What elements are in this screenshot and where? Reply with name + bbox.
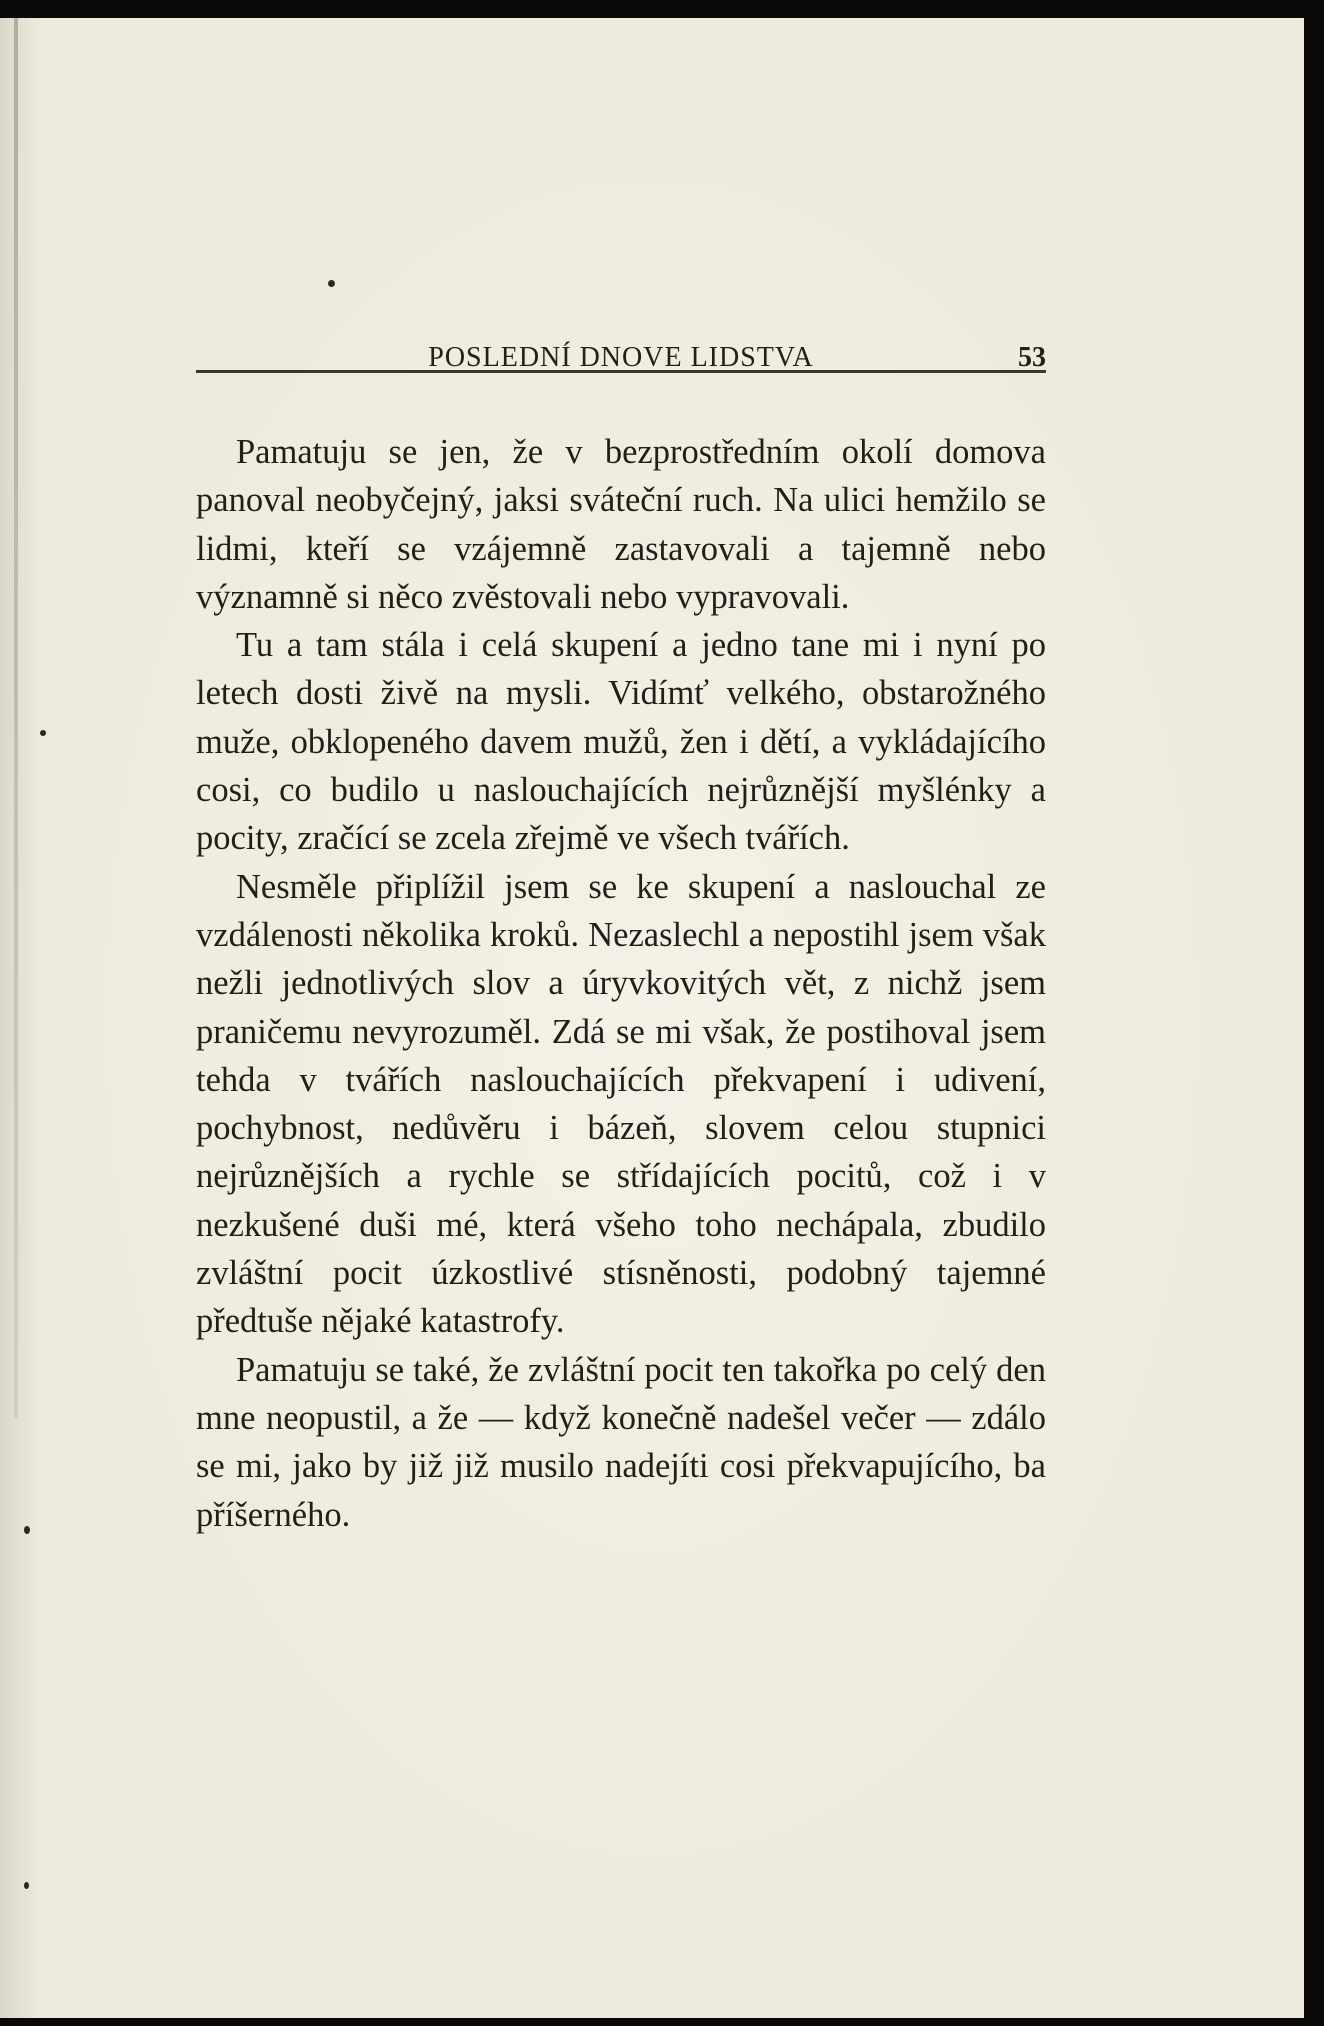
- running-header: [196, 322, 1046, 373]
- paragraph: Pamatuju se jen, že v bezprostředním okolí domova panoval neobyčejný, jaksi sváteční ruch. Na ulici hemžilo se lidmi, kteří se vzájemně zastavovali a tajemně nebo významně si něco zvěstovali nebo vypravovali.: [196, 433, 1046, 616]
- paragraph: Nesměle připlížil jsem se ke skupení a naslouchal ze vzdálenosti několika kroků. Nezaslechl a nepostihl jsem však nežli jednotlivých slov a úryvkovitých vět, z nichž jsem praničemu nevyrozuměl. Zdá se mi však, že postihoval jsem tehda v tvářích naslouchajících překvapení i udivení, pochybnost, nedůvěru i bázeň, slovem celou stupnici nejrůznějších a rychle se střídajících pocitů, což i v nezkušené duši mé, která všeho toho nechápala, zbudilo zvláštní pocit úzkostlivé stísněnosti, podobný tajemné předtuše nějaké katastrofy.: [196, 867, 1046, 1341]
- running-title: POSLEDNÍ DNOVE LIDSTVA: [428, 342, 814, 373]
- print-speck: [24, 1526, 30, 1534]
- print-speck: [40, 730, 46, 736]
- book-page: [0, 18, 1304, 2018]
- page-number: 53: [1018, 342, 1046, 373]
- paragraph: Tu a tam stála i celá skupení a jedno tane mi i nyní po letech dosti živě na mysli. Vidímť velkého, obstarožného muže, obklopeného davem mužů, žen i dětí, a vykládajícího cosi, co budilo u naslouchajících nejrůznější myšlénky a pocity, zračící se zcela zřejmě ve všech tvářích.: [196, 626, 1046, 858]
- print-speck: [24, 1882, 29, 1889]
- print-speck: [328, 280, 335, 287]
- body-text: [196, 428, 1046, 1539]
- page-binding-edge: [14, 18, 18, 1418]
- paragraph: Pamatuju se také, že zvláštní pocit ten takořka po celý den mne neopustil, a že — když konečně nadešel večer — zdálo se mi, jako by již již musilo nadejíti cosi překvapujícího, ba příšerného.: [196, 1350, 1046, 1534]
